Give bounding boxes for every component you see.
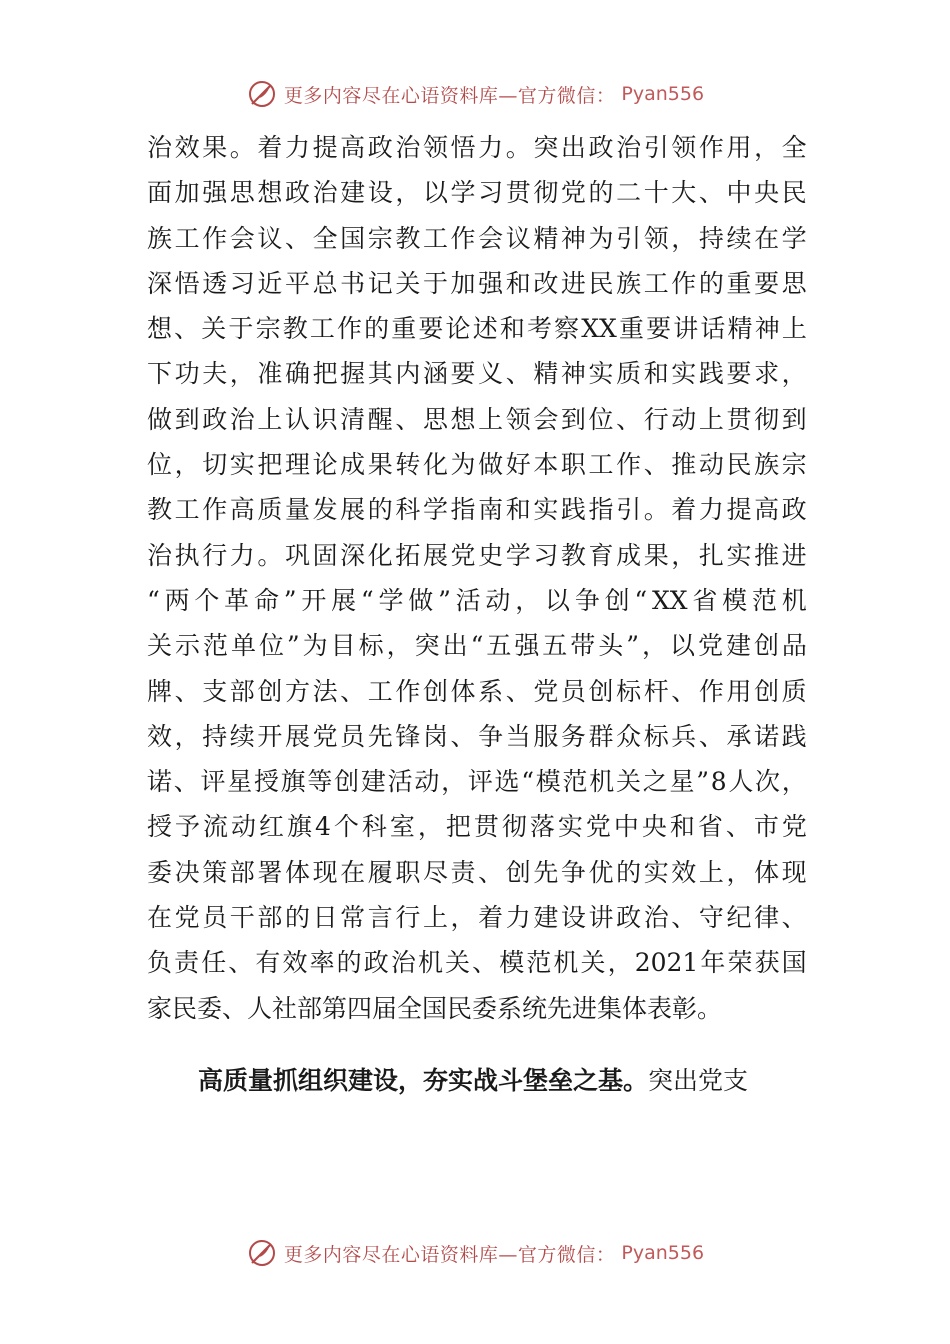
pen-feather-logo-icon (246, 78, 278, 110)
paragraph-line: 族 工 作 会 议 、 全 国 宗 教 工 作 会 议 精 神 为 引 领 ， 持 续 在 学 (147, 223, 807, 253)
paragraph-line: 负 责 任 、 有 效 率 的 政 治 机 关 、 模 范 机 关 ， 2021 年 荣 获 国 (147, 948, 807, 978)
paragraph-line: 关 示 范 单 位 ” 为 目 标 ， 突 出 “ 五 强 五 带 头 ” ， 以 党 建 创 品 (147, 631, 807, 661)
document-paragraph (147, 125, 807, 1031)
paragraph-line: 深 悟 透 习 近 平 总 书 记 关 于 加 强 和 改 进 民 族 工 作 的 重 要 思 (147, 268, 807, 298)
paragraph-heading: 高质量抓组织建设，夯实战斗堡垒之基。 (198, 1066, 649, 1095)
watermark-account: Pyan556 (621, 83, 705, 105)
paragraph-line: 授 予 流 动 红 旗 4 个 科 室 ， 把 贯 彻 落 实 党 中 央 和 省 、 市 党 (147, 812, 807, 842)
paragraph-line: 在 党 员 干 部 的 日 常 言 行 上 ， 着 力 建 设 讲 政 治 、 守 纪 律 、 (147, 903, 807, 933)
paragraph-line: 位 ， 切 实 把 理 论 成 果 转 化 为 做 好 本 职 工 作 、 推 动 民 族 宗 (147, 450, 807, 480)
pen-feather-logo-icon (246, 1237, 278, 1269)
paragraph-line: 牌 、 支 部 创 方 法 、 工 作 创 体 系 、 党 员 创 标 杆 、 作 用 创 质 (147, 676, 807, 706)
paragraph-line: 治 执 行 力 。 巩 固 深 化 拓 展 党 史 学 习 教 育 成 果 ， 扎 实 推 进 (147, 540, 807, 570)
paragraph-line: 想 、 关 于 宗 教 工 作 的 重 要 论 述 和 考 察 XX 重 要 讲 话 精 神 上 (147, 314, 807, 344)
paragraph-line: 面 加 强 思 想 政 治 建 设 ， 以 学 习 贯 彻 党 的 二 十 大 、 中 央 民 (147, 178, 807, 208)
paragraph-start-text: 突出党支 (648, 1066, 749, 1095)
paragraph-line: 委 决 策 部 署 体 现 在 履 职 尽 责 、 创 先 争 优 的 实 效 上 ， 体 现 (147, 857, 807, 887)
paragraph-line: 诺 、 评 星 授 旗 等 创 建 活 动 ， 评 选 “ 模 范 机 关 之 星 ” 8 人 次 ， (147, 767, 807, 797)
header-watermark (0, 74, 950, 114)
paragraph-line: 做 到 政 治 上 认 识 清 醒 、 思 想 上 领 会 到 位 、 行 动 上 贯 彻 到 (147, 404, 807, 434)
watermark-text: 更多内容尽在心语资料库—官方微信： (283, 84, 616, 107)
watermark-account: Pyan556 (621, 1242, 705, 1264)
watermark-text: 更多内容尽在心语资料库—官方微信： (283, 1243, 616, 1266)
footer-watermark (0, 1233, 950, 1273)
next-paragraph (198, 1058, 748, 1103)
paragraph-line: 下 功 夫 ， 准 确 把 握 其 内 涵 要 义 、 精 神 实 质 和 实 践 要 求 ， (147, 359, 807, 389)
paragraph-line: 教 工 作 高 质 量 发 展 的 科 学 指 南 和 实 践 指 引 。 着 力 提 高 政 (147, 495, 807, 525)
paragraph-line: 家民委、人社部第四届全国民委系统先进集体表彰。 (147, 993, 723, 1023)
paragraph-line: 治 效 果 。 着 力 提 高 政 治 领 悟 力 。 突 出 政 治 引 领 作 用 ， 全 (147, 133, 807, 162)
paragraph-line: 效 ， 持 续 开 展 党 员 先 锋 岗 、 争 当 服 务 群 众 标 兵 、 承 诺 践 (147, 721, 807, 751)
paragraph-line: “ 两 个 革 命 ” 开 展 “ 学 做 ” 活 动 ， 以 争 创 “ XX 省 模 范 机 (147, 585, 807, 615)
